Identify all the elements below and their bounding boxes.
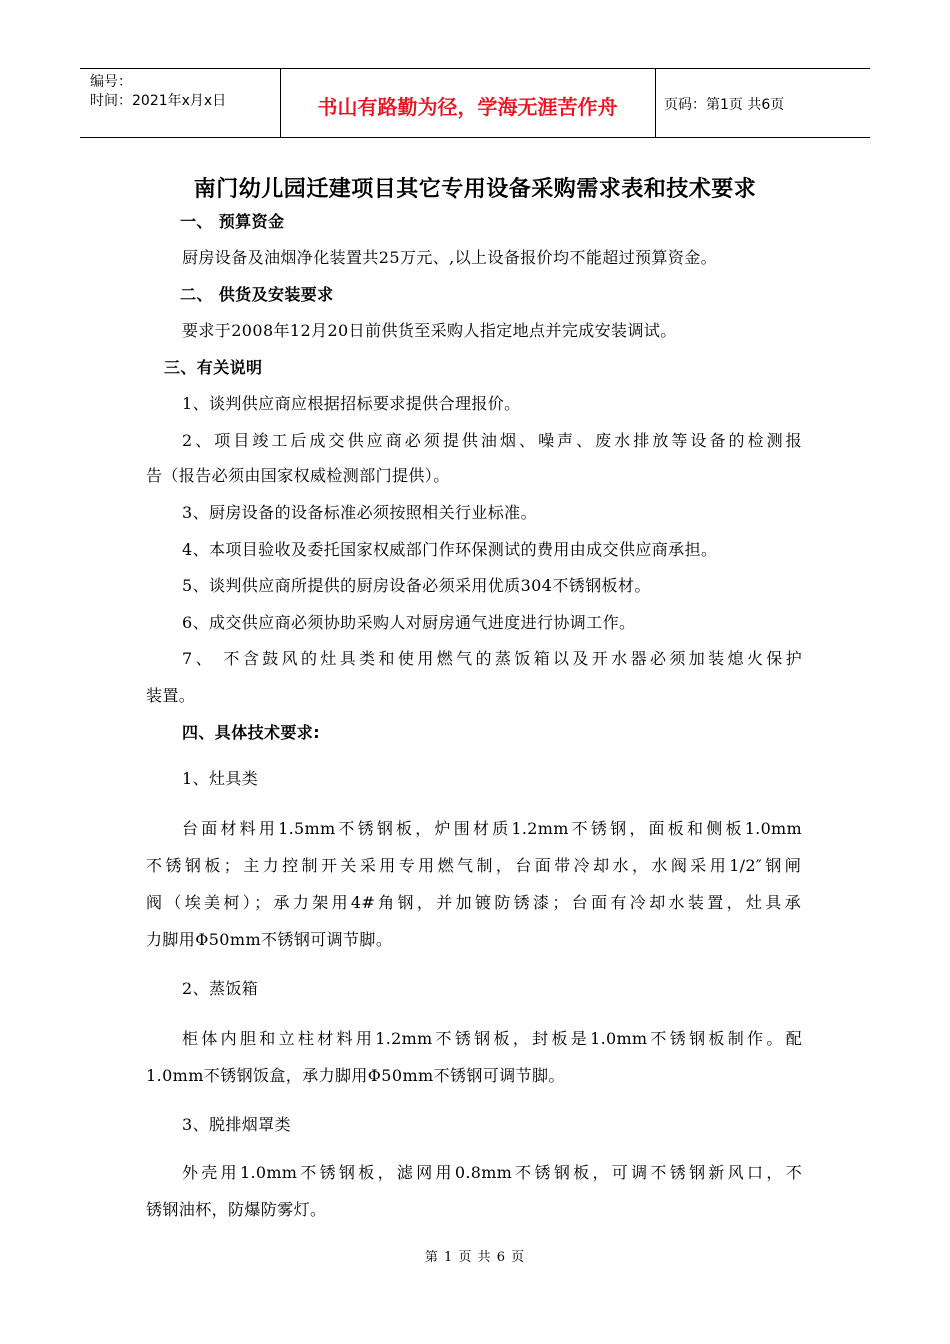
document-title: 南门幼儿园迁建项目其它专用设备采购需求表和技术要求	[193, 177, 757, 202]
number-label: 编号：	[90, 74, 132, 90]
document-header	[80, 68, 870, 138]
header-page-info: 页码：第1页 共6页	[664, 97, 785, 113]
section-heading-tech: 四、具体技术要求:	[182, 723, 320, 742]
note-item: 5、谈判供应商所提供的厨房设备必须采用优质304不锈钢板材。	[182, 576, 651, 595]
section-heading-budget: 一、 预算资金	[180, 212, 285, 231]
tech-paragraph-line: 锈钢油杯，防爆防雾灯。	[146, 1200, 327, 1219]
note-item-continued: 装置。	[146, 686, 196, 705]
tech-paragraph-line: 柜体内胆和立柱材料用1.2mm不锈钢板，封板是1.0mm不锈钢板制作。配	[182, 1029, 802, 1048]
note-item: 3、厨房设备的设备标准必须按照相关行业标准。	[182, 503, 537, 522]
note-item: 4、本项目验收及委托国家权威部门作环保测试的费用由成交供应商承担。	[182, 540, 718, 559]
tech-paragraph-line: 1.0mm不锈钢饭盒，承力脚用Φ50mm不锈钢可调节脚。	[146, 1066, 565, 1085]
time-label: 时间：2021年x月x日	[90, 93, 227, 109]
tech-paragraph-line: 不锈钢板；主力控制开关采用专用燃气制，台面带冷却水，水阀采用1/2″钢闸	[146, 856, 801, 875]
section-heading-notes: 三、有关说明	[164, 358, 263, 377]
note-item: 6、成交供应商必须协助采购人对厨房通气进度进行协调工作。	[182, 613, 636, 632]
tech-item-title: 3、脱排烟罩类	[182, 1115, 291, 1134]
tech-paragraph-line: 外壳用1.0mm不锈钢板，滤网用0.8mm不锈钢板，可调不锈钢新风口，不	[182, 1163, 802, 1182]
header-meta	[90, 73, 226, 111]
section-heading-delivery: 二、 供货及安装要求	[180, 285, 334, 304]
tech-paragraph-line: 阀（埃美柯）；承力架用4#角钢，并加镀防锈漆；台面有冷却水装置，灶具承	[146, 893, 801, 912]
tech-item-title: 2、蒸饭箱	[182, 979, 259, 998]
tech-paragraph-line: 台面材料用1.5mm不锈钢板，炉围材质1.2mm不锈钢，面板和侧板1.0mm	[182, 819, 802, 838]
header-motto: 书山有路勤为径，学海无涯苦作舟	[317, 95, 618, 119]
page-footer: 第 1 页 共 6 页	[424, 1250, 526, 1265]
note-item-continued: 告（报告必须由国家权威检测部门提供）。	[146, 466, 450, 485]
budget-text: 厨房设备及油烟净化装置共25万元、,以上设备报价均不能超过预算资金。	[182, 248, 718, 267]
header-divider	[655, 69, 656, 137]
note-item: 1、谈判供应商应根据招标要求提供合理报价。	[182, 394, 521, 413]
note-item: 7、 不含鼓风的灶具类和使用燃气的蒸饭箱以及开水器必须加装熄火保护	[182, 649, 802, 668]
tech-paragraph-line: 力脚用Φ50mm不锈钢可调节脚。	[146, 930, 393, 949]
note-item: 2、项目竣工后成交供应商必须提供油烟、噪声、废水排放等设备的检测报	[182, 431, 802, 450]
delivery-text: 要求于2008年12月20日前供货至采购人指定地点并完成安装调试。	[182, 321, 677, 340]
tech-item-title: 1、灶具类	[182, 769, 259, 788]
